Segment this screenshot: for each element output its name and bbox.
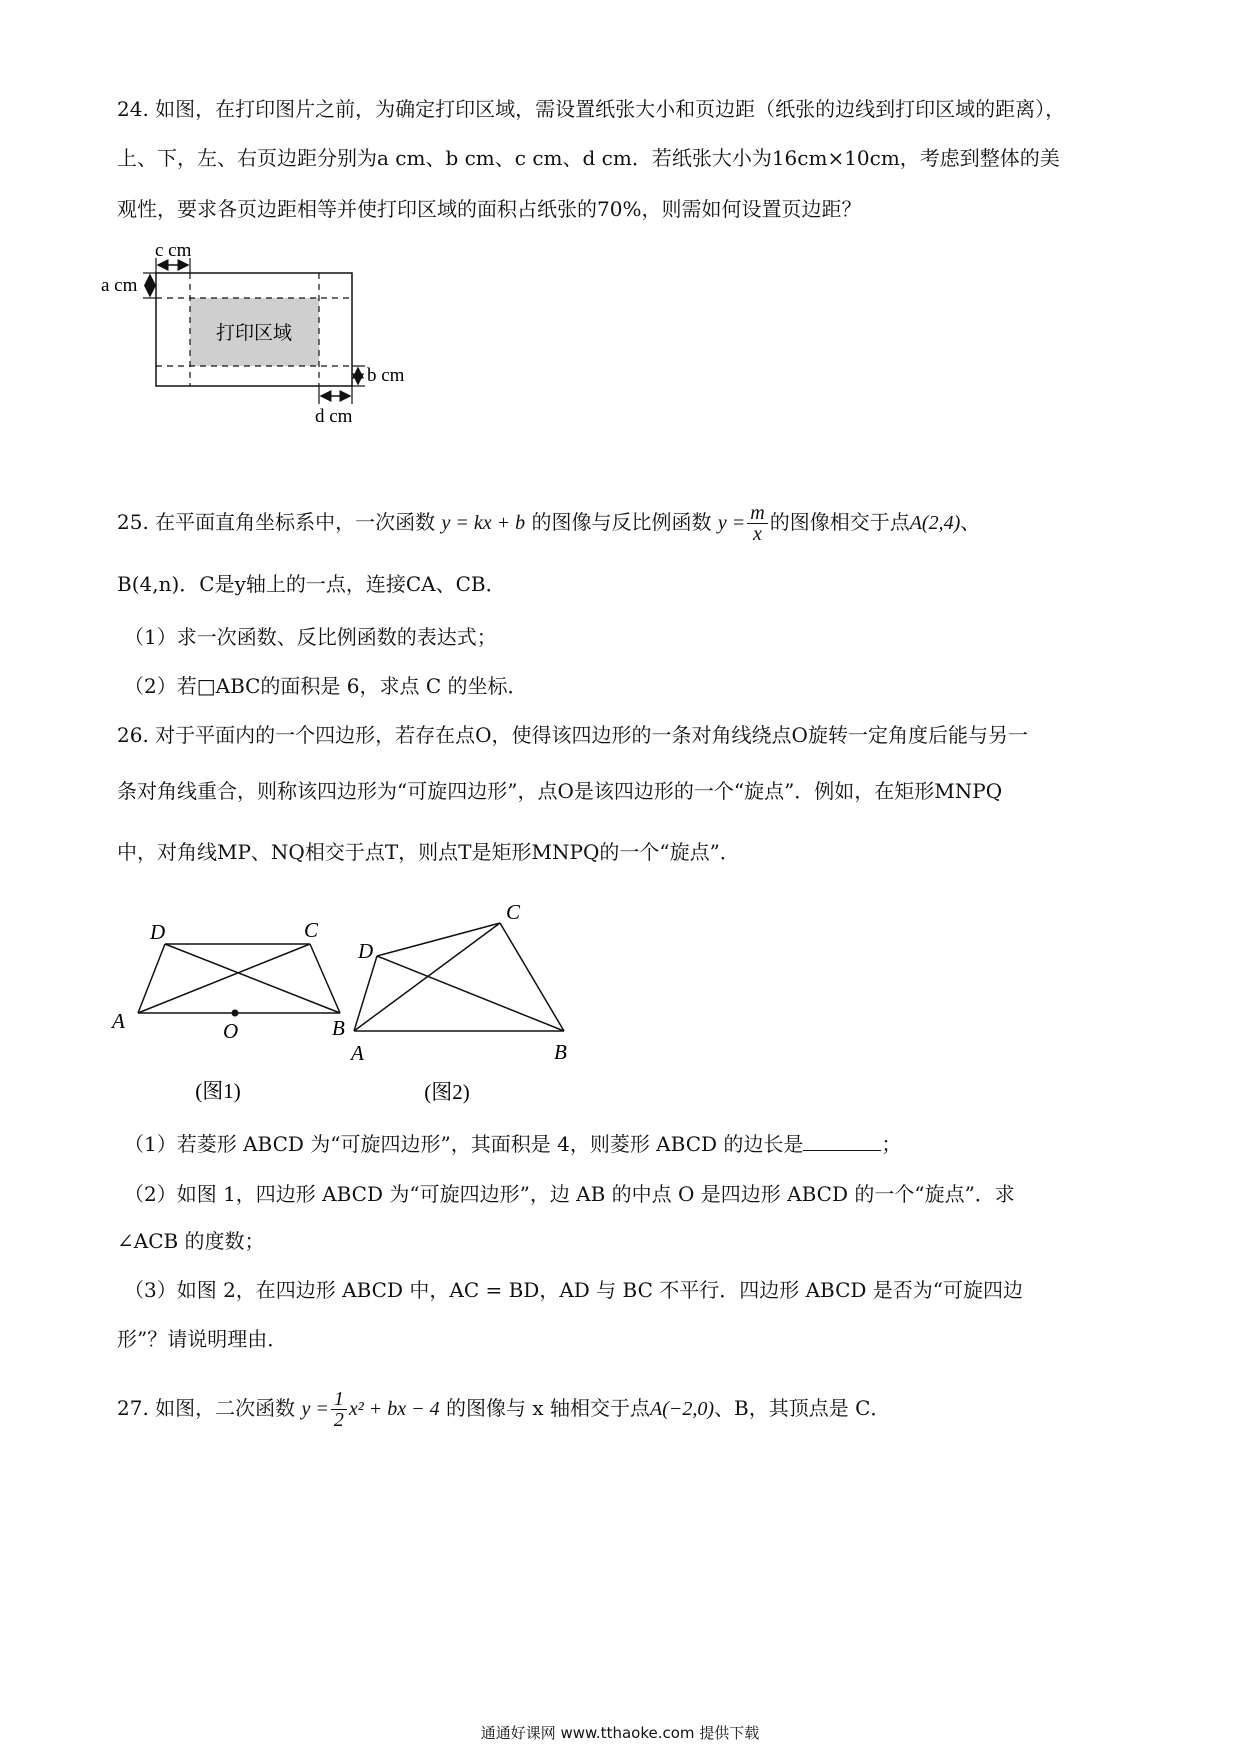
q27-line-1: 27. 如图，二次函数 y = $\frac{1}{2}$ x² + bx − 4 的图像与 x 轴相交于点A(−2,0)、B，其顶点是 C． xyxy=(117,1388,891,1431)
fig2-caption: (图2) xyxy=(424,1080,470,1104)
q26-part-2-line-2: ∠ACB 的度数； xyxy=(117,1229,265,1253)
q25-part-2: （2）若□ABC的面积是 6，求点 C 的坐标． xyxy=(124,674,528,698)
q26-figure-1 xyxy=(105,915,355,1105)
fig1-caption: (图1) xyxy=(195,1079,241,1103)
q24-line-3: 观性，要求各页边距相等并使打印区域的面积占纸张的70%，则需如何设置页边距？ xyxy=(117,197,862,221)
q24-print-area-figure xyxy=(95,238,435,428)
label-a-cm: a cm xyxy=(101,275,138,296)
q26-line-3: 中，对角线MP、NQ相交于点T，则点T是矩形MNPQ的一个“旋点”． xyxy=(117,840,740,864)
label-d-cm: d cm xyxy=(315,406,353,427)
q26-part-1: （1）若菱形 ABCD 为“可旋四边形”，其面积是 4，则菱形 ABCD 的边长是 ； xyxy=(124,1132,902,1156)
print-area-label: 打印区域 xyxy=(215,322,293,344)
fig1-label-b: B xyxy=(332,1016,345,1040)
fraction-one-half: $\frac{1}{2}$ xyxy=(331,1389,347,1430)
q26-figure-2 xyxy=(345,900,575,1105)
fig1-label-a: A xyxy=(112,1009,125,1033)
q26-part-2-line-1: （2）如图 1，四边形 ABCD 为“可旋四边形”，边 AB 的中点 O 是四边形 ABCD 的一个“旋点”．求 xyxy=(124,1182,1015,1206)
page-footer: 通通好课网 www.tthaoke.com 提供下载 xyxy=(480,1724,760,1742)
q26-line-2: 条对角线重合，则称该四边形为“可旋四边形”，点O是该四边形的一个“旋点”．例如，在矩形MNPQ xyxy=(117,779,1003,803)
fig2-label-a: A xyxy=(351,1041,364,1065)
q26-part-3-line-1: （3）如图 2，在四边形 ABCD 中，AC = BD，AD 与 BC 不平行．四边形 ABCD 是否为“可旋四边 xyxy=(124,1278,1024,1302)
fig1-label-o: O xyxy=(223,1019,239,1043)
fraction-m-over-x: $\frac{m}{x}$ xyxy=(747,503,767,544)
label-b-cm: b cm xyxy=(367,365,405,386)
fig2-label-b: B xyxy=(554,1040,567,1064)
fig1-label-c: C xyxy=(304,918,319,942)
q24-line-1: 24. 如图，在打印图片之前，为确定打印区域，需设置纸张大小和页边距（纸张的边线到打印区域的距离）， xyxy=(117,97,1066,121)
q25-part-1: （1）求一次函数、反比例函数的表达式； xyxy=(124,625,497,649)
fig2-label-c: C xyxy=(506,900,521,924)
answer-blank xyxy=(803,1132,881,1151)
q24-line-2: 上、下，左、右页边距分别为a cm、b cm、c cm、d cm．若纸张大小为16cm×10cm，考虑到整体的美 xyxy=(117,146,1060,170)
q25-line-1: 25. 在平面直角坐标系中，一次函数 y = kx + b 的图像与反比例函数 y = $\frac{m}{x}$ 的图像相交于点A(2,4)、 xyxy=(117,502,981,545)
point-o xyxy=(232,1010,239,1017)
fig1-label-d: D xyxy=(150,920,166,944)
q26-part-3-line-2: 形”？请说明理由． xyxy=(117,1327,288,1351)
q26-line-1: 26. 对于平面内的一个四边形，若存在点O，使得该四边形的一条对角线绕点O旋转一定角度后能与另一 xyxy=(117,723,1028,747)
label-c-cm: c cm xyxy=(155,240,192,261)
fig2-label-d: D xyxy=(358,939,374,963)
q25-line-2: B(4,n)．C是y轴上的一点，连接CA、CB． xyxy=(117,572,506,596)
